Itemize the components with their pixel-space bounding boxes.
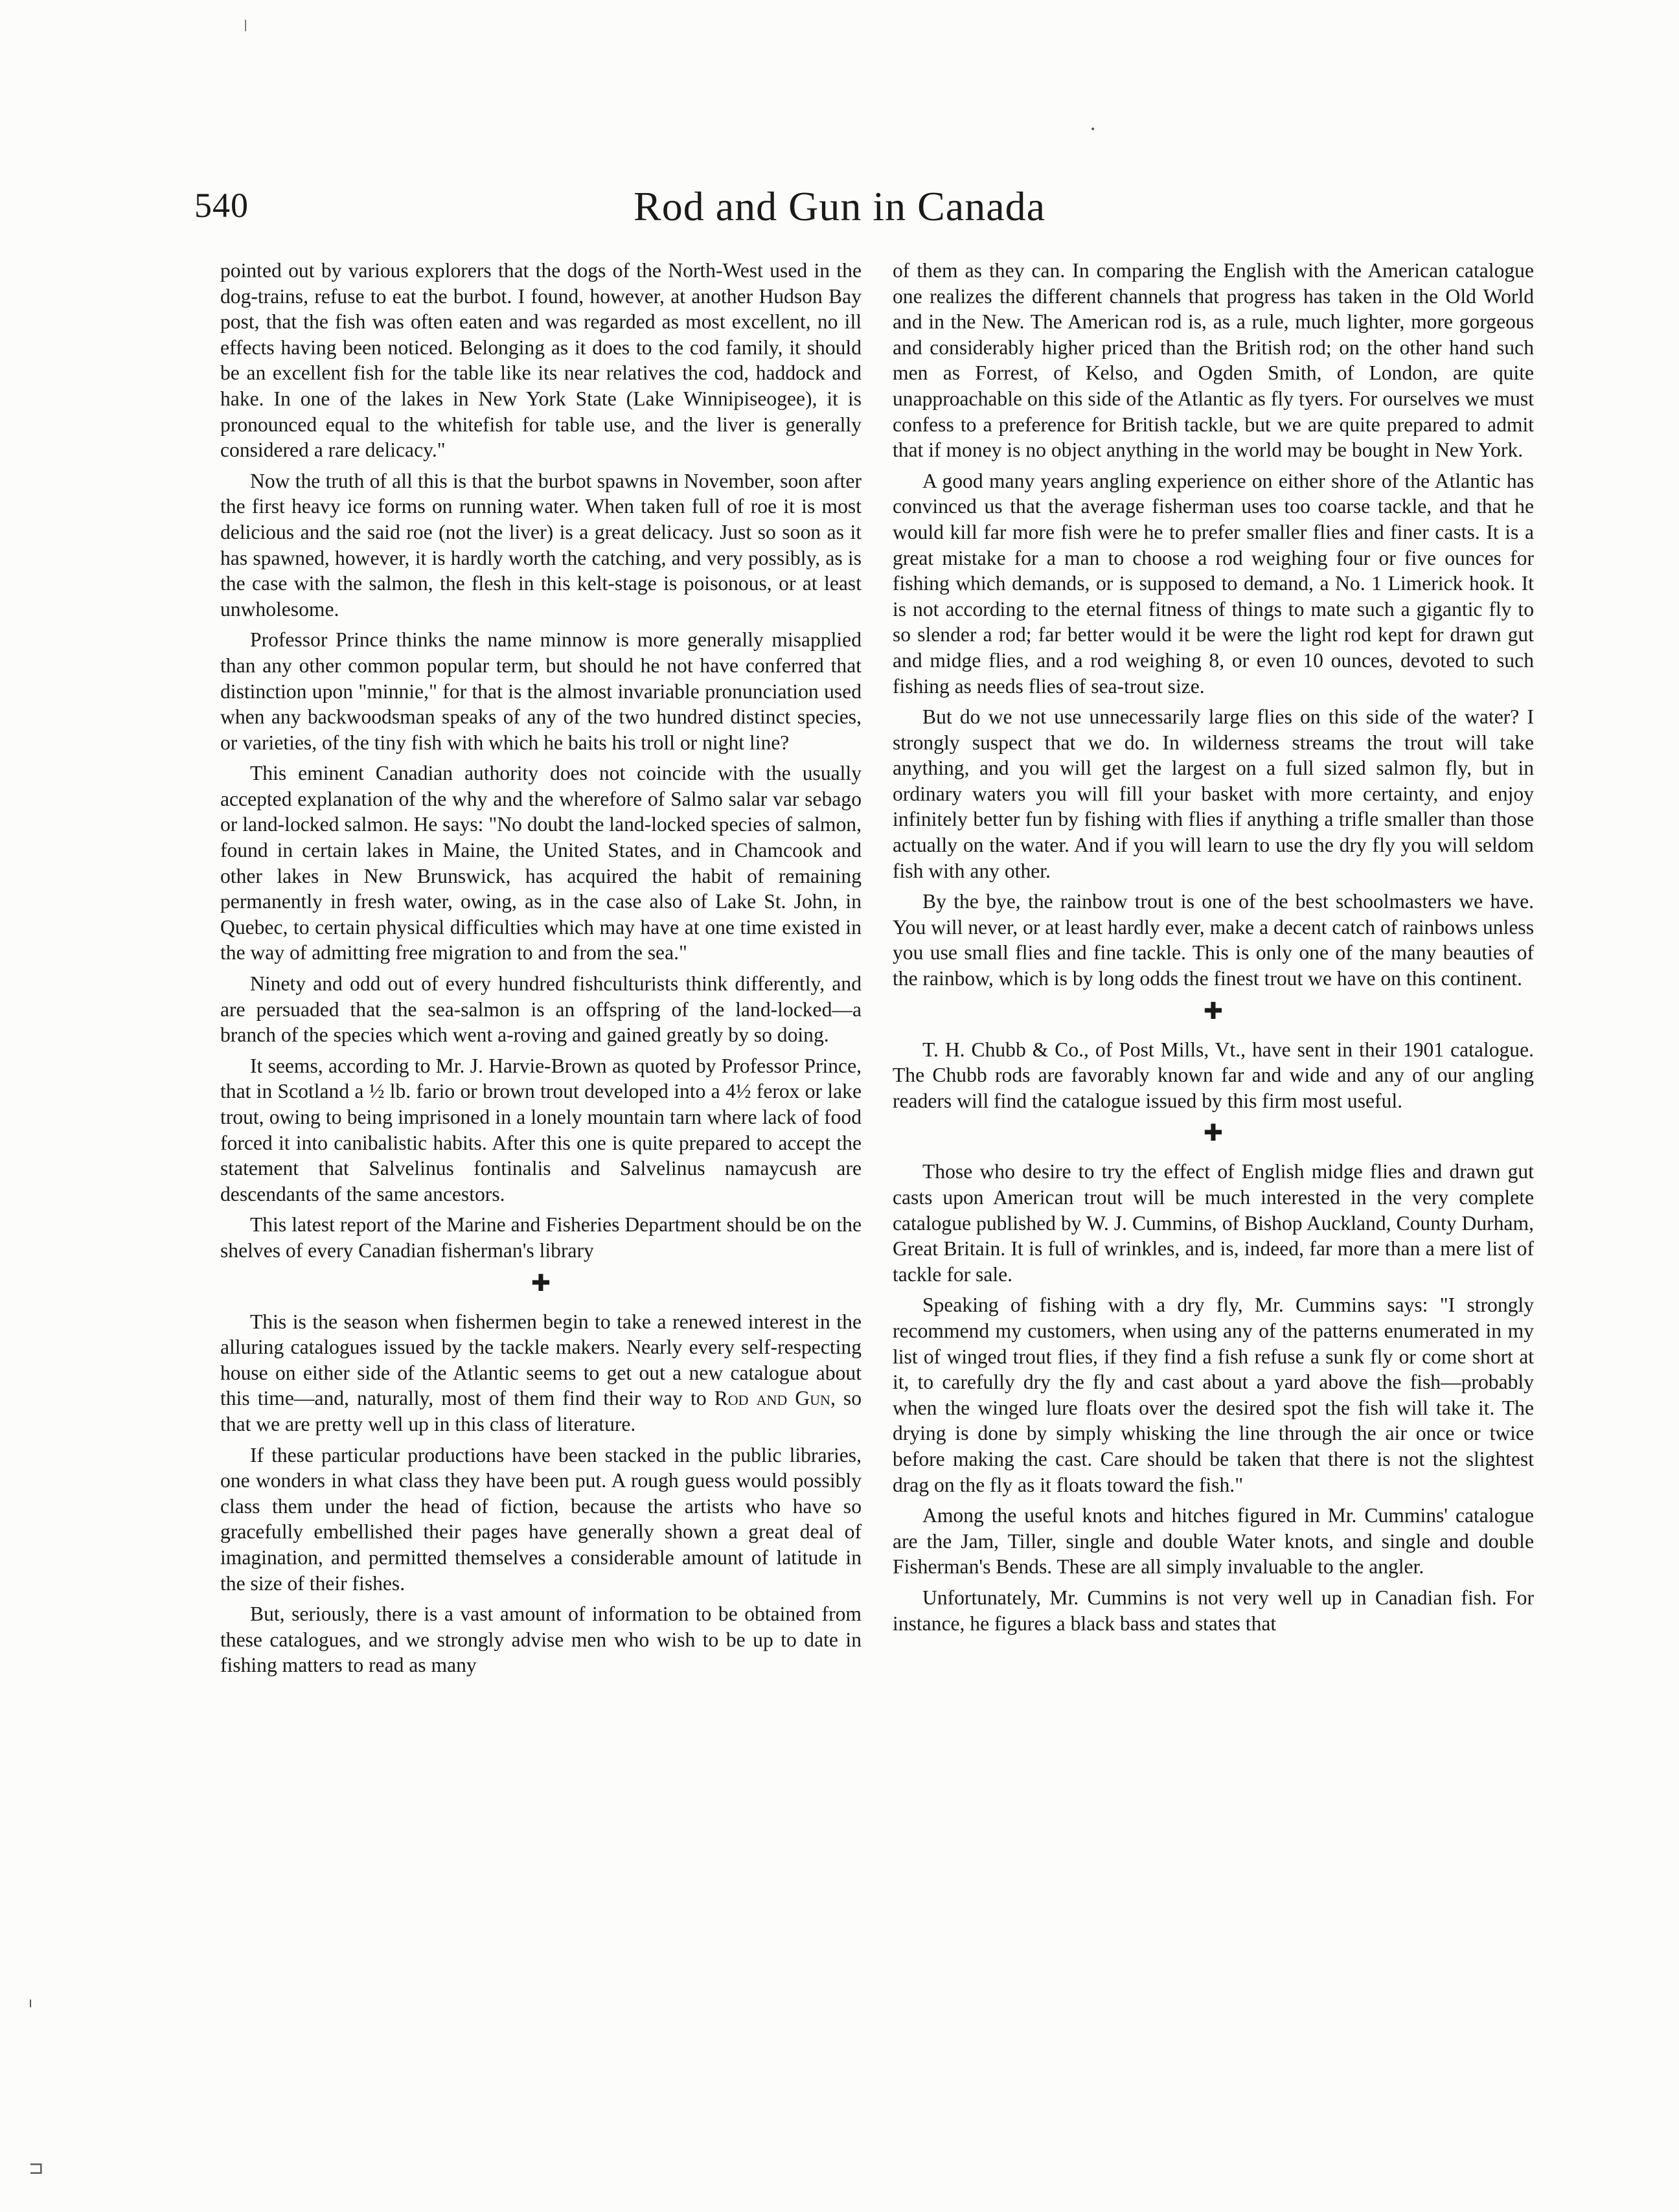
right-paragraph-7: Speaking of fishing with a dry fly, Mr. Cummins says: "I strongly recommend my customers, when using any of the patterns enumerated in my list of winged trout flies, if they find a fish refuse a sunk fly or come short at it, to carefully dry the fly and cast about a yard above the fish—probably when the winged lure floats over the desired spot the fish will take it. The drying is done by simply whisking the line through the air once or twice before making the cast. Care should be taken that there is not the slightest drag on the fly as it floats toward the fish." [893,1294,1534,1496]
scan-speck-top: • [1090,124,1096,135]
left-paragraph-4: This eminent Canadian authority does not coincide with the usually accepted explanation of the why and the wherefore of Salmo salar var sebago or land-locked salmon. He says: "No doubt the land-locked species of salmon, found in certain lakes in Maine, the United States, and in Chamcook and other lakes in New Brunswick, has acquired the habit of remaining permanently in fresh water, owing, as in the case also of Lake St. John, in Quebec, to certain physical difficulties which may have at one time existed in the way of admitting free migration to and from the sea." [220,762,862,964]
left-paragraph-8 [220,1309,862,1437]
right-paragraph-5: T. H. Chubb & Co., of Post Mills, Vt., have sent in their 1901 catalogue. The Chubb rods are favorably known far and wide and any of our angling readers will find the catalogue issued by this firm most useful. [893,1038,1534,1112]
left-paragraph-3: Professor Prince thinks the name minnow is more generally misapplied than any other common popular term, but should he not have conferred that distinction upon "minnie," for that is the almost invariable pronunciation used when any backwoodsman speaks of any of the two hundred distinct species, or varieties, of the tiny fish with which he baits his troll or night line? [220,628,862,754]
left-paragraph-9: If these particular productions have been stacked in the public libraries, one wonders in what class they have been put. A rough guess would possibly class them under the head of fiction, because the artists who have so gracefully embellished their pages have generally shown a great deal of imagination, and permitted themselves a considerable amount of latitude in the size of their fishes. [220,1443,862,1595]
page-number: 540 [194,186,249,225]
left-paragraph-8-start: This is the season when fishermen begin to take a renewed interest in the alluring catalogues issued by the tackle makers. Nearly every self-respecting house on either side of the Atlantic seems to get out a new catalogue about this time—and, naturally, most of them find their way to [220,1310,862,1410]
left-column [220,258,862,1678]
page-title: Rod and Gun in Canada [634,183,1045,229]
right-paragraph-2: A good many years angling experience on either shore of the Atlantic has convinced us that the average fisherman uses too coarse tackle, and that he would kill far more fish were he to prefer smaller flies and finer casts. It is a great mistake for a man to choose a rod weighing four or five ounces for fishing which demands, or is supposed to demand, a No. 1 Limerick hook. It is not according to the eternal fitness of things to mate such a gigantic fly to so slender a rod; far better would it be were the light rod kept for drawn gut and midge flies, and a rod weighing 8, or even 10 ounces, devoted to such fishing as needs flies of sea-trout size. [893,469,1534,698]
right-paragraph-4: By the bye, the rainbow trout is one of the best schoolmasters we have. You will never, or at least hardly ever, make a decent catch of rainbows unless you use small flies and fine tackle. This is only one of the many beauties of the rainbow, which is by long odds the finest trout we have on this continent. [893,890,1534,990]
scan-bracket-bottom: ⊐ [29,2157,44,2178]
left-paragraph-6: It seems, according to Mr. J. Harvie-Brown as quoted by Professor Prince, that in Scotland a ½ lb. fario or brown trout developed into a 4½ ferox or lake trout, owing to being imprisoned in a lonely mountain tarn where lack of food forced it into canibalistic habits. After this one is quite prepared to accept the statement that Salvelinus fontinalis and Salvelinus namaycush are descendants of the same ancestors. [220,1054,862,1205]
magazine-name: Rod and Gun [714,1387,830,1410]
scan-tick-bottom: ı [29,1995,33,2011]
right-paragraph-3: But do we not use unnecessarily large flies on this side of the water? I strongly suspect that we do. In wilderness streams the trout will take anything, and you will get the largest on a full sized salmon fly, but in ordinary waters you will fill your basket with more certainty, and enjoy infinitely better fun by fishing with flies if anything a trifle smaller than those actually on the water. And if you will learn to use the dry fly you will seldom fish with any other. [893,705,1534,882]
left-paragraph-5: Ninety and odd out of every hundred fishculturists think differently, and are persuaded that the sea-salmon is an offspring of the land-locked—a branch of the species which went a-roving and gained greatly by so doing. [220,972,862,1047]
left-paragraph-7: This latest report of the Marine and Fisheries Department should be on the shelves of every Canadian fisherman's library [220,1213,862,1262]
right-paragraph-8: Among the useful knots and hitches figured in Mr. Cummins' catalogue are the Jam, Tiller, single and double Water knots, and single and double Fisherman's Bends. These are all simply invaluable to the angler. [893,1504,1534,1579]
scan-tick-left: | [244,18,248,32]
left-paragraph-8-end: , so that we are pretty well up in this class of literature. [220,1387,862,1435]
left-paragraph-1: pointed out by various explorers that the dogs of the North-West used in the dog-trains, refuse to eat the burbot. I found, however, at another Hudson Bay post, that the fish was often eaten and was regarded as most excellent, no ill effects having been noticed. Belonging as it does to the cod family, it should be an excellent fish for the table like its near relatives the cod, haddock and hake. In one of the lakes in New York State (Lake Winnipiseogee), it is pronounced equal to the whitefish for table use, and the liver is generally considered a rare delicacy." [220,259,862,462]
right-column [893,258,1534,1636]
right-paragraph-1: of them as they can. In comparing the English with the American catalogue one realizes the different channels that progress has taken in the Old World and in the New. The American rod is, as a rule, much lighter, more gorgeous and considerably higher priced than the British rod; on the other hand such men as Forrest, of Kelso, and Ogden Smith, of London, are quite unapproachable on this side of the Atlantic as fly tyers. For ourselves we must confess to a preference for British tackle, but we are quite prepared to admit that if money is no object anything in the world may be bought in New York. [893,259,1534,462]
left-paragraph-10: But, seriously, there is a vast amount of information to be obtained from these catalogues, and we strongly advise men who wish to be up to date in fishing matters to read as many [220,1602,862,1677]
section-separator: ✚ [1203,998,1224,1024]
section-separator: ✚ [531,1270,551,1296]
section-separator: ✚ [1203,1120,1224,1146]
right-paragraph-9: Unfortunately, Mr. Cummins is not very well up in Canadian fish. For instance, he figures a black bass and states that [893,1586,1534,1635]
right-paragraph-6: Those who desire to try the effect of English midge flies and drawn gut casts upon American trout will be much interested in the very complete catalogue published by W. J. Cummins, of Bishop Auckland, County Durham, Great Britain. It is full of wrinkles, and is, indeed, far more than a mere list of tackle for sale. [893,1160,1534,1286]
left-paragraph-2: Now the truth of all this is that the burbot spawns in November, soon after the first heavy ice forms on running water. When taken full of roe it is most delicious and the said roe (not the liver) is a great delicacy. Just so soon as it has spawned, however, it is hardly worth the catching, and very possibly, as is the case with the salmon, the flesh in this kelt-stage is poisonous, or at least unwholesome. [220,469,862,621]
